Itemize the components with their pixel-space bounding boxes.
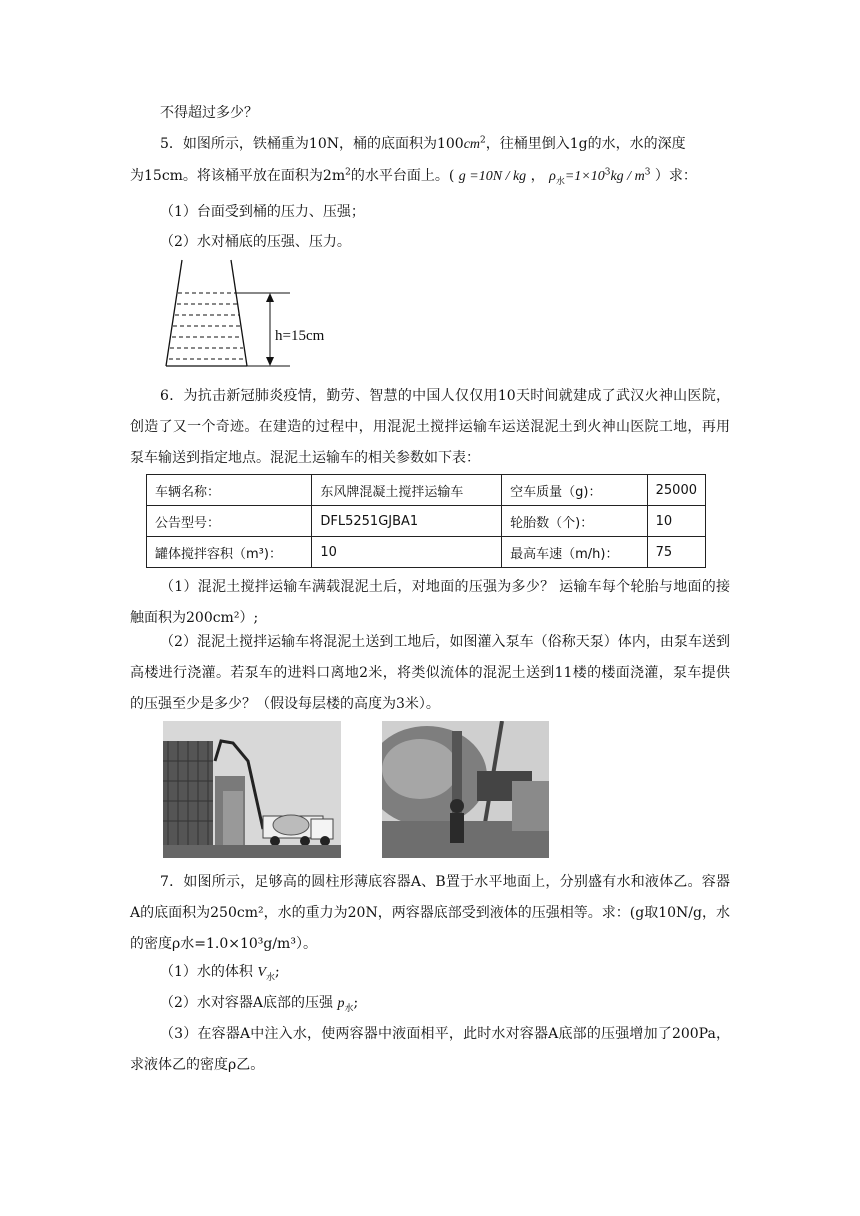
q6-paragraph: 6．为抗击新冠肺炎疫情，勤劳、智慧的中国人仅仅用10天时间就建成了武汉火神山医院，创造了又一个奇迹。在建造的过程中，用混泥土搅拌运输车运送混泥土到火神山医院工地，再用泵车输送到指定地点。混泥土运输车的相关参数如下表： bbox=[130, 388, 730, 466]
height-label: h=15cm bbox=[275, 328, 325, 344]
table-row bbox=[147, 506, 706, 537]
q5-line1-text: 5．如图所示，铁桶重为10N，桶的底面积为100 bbox=[160, 136, 464, 152]
q6-sub2: （2）混泥土搅拌运输车将混泥土送到工地后，如图灌入泵车（俗称天泵）体内，由泵车送到高楼进行浇灌。若泵车的进料口离地2米，将类似流体的混泥土送到11楼的楼面浇灌，泵车提供的压强至少是多少？（假设每层楼的高度为3米）。 bbox=[130, 634, 730, 712]
table-cell: 罐体搅拌容积（m³)： bbox=[147, 537, 312, 568]
water-lines bbox=[169, 293, 245, 359]
truck-params-table bbox=[146, 474, 706, 568]
bucket-figure bbox=[150, 258, 350, 378]
table-cell: 最高车速（m/h)： bbox=[502, 537, 648, 568]
table-cell: 车辆名称： bbox=[147, 475, 312, 506]
q5-rho-expr: =1×10 bbox=[564, 169, 605, 184]
q5-tail: ）求： bbox=[654, 168, 697, 184]
table-cell: DFL5251GJBA1 bbox=[312, 506, 502, 537]
q5-rho: ρ bbox=[549, 169, 556, 184]
q5-line2-rest: 的水平台面上。( bbox=[350, 168, 455, 184]
table-row bbox=[147, 475, 706, 506]
q7-sub1-text: （1）水的体积 bbox=[160, 964, 253, 980]
bucket-right-wall bbox=[231, 260, 247, 366]
table-cell: 10 bbox=[647, 506, 705, 537]
q5-g-expr: g =10N / kg bbox=[458, 169, 527, 184]
table-cell: 10 bbox=[312, 537, 502, 568]
q5-line1-rest: ，往桶里倒入1g的水，水的深度 bbox=[485, 136, 686, 152]
q6-sub1: （1）混泥土搅拌运输车满载混泥土后，对地面的压强为多少？ 运输车每个轮胎与地面的接触面积为200cm²）; bbox=[130, 579, 730, 626]
table-row bbox=[147, 537, 706, 568]
q5-sub2: （2）水对桶底的压强、压力。 bbox=[160, 234, 351, 250]
bucket-left-wall bbox=[166, 260, 182, 366]
pump-truck-photo bbox=[163, 721, 341, 858]
table-cell: 公告型号： bbox=[147, 506, 312, 537]
mixer-truck-image bbox=[382, 721, 549, 858]
q7-paragraph: 7．如图所示，足够高的圆柱形薄底容器A、B置于水平地面上，分别盛有水和液体乙。容器A的底面积为250cm²，水的重力为20N，两容器底部受到液体的压强相等。求：(g取10N/g，水的密度ρ水=1.0×10³g/m³）。 bbox=[130, 874, 730, 952]
q7-sub3: （3）在容器A中注入水，使两容器中液面相平，此时水对容器A底部的压强增加了200Pa，求液体乙的密度ρ乙。 bbox=[130, 1026, 730, 1073]
q7-sub2-text: （2）水对容器A底部的压强 bbox=[160, 995, 334, 1011]
mixer-truck-photo bbox=[382, 721, 549, 858]
q7-sub1-var: V bbox=[257, 965, 266, 980]
q5-line1: 5．如图所示，铁桶重为10N，桶的底面积为$100cm^2$，往桶里倒入1g的水，水的深度 bbox=[160, 135, 686, 152]
q5-line2: 为15cm。将该桶平放在面积为$2m^2$的水平台面上。( g =10N / kg ， $\rho_水=1\times 10^3kg / m^3$ ）求： bbox=[130, 167, 697, 187]
q5-line2-text: 为15cm。将该桶平放在面积为2m bbox=[130, 168, 346, 184]
table-cell: 25000 bbox=[647, 475, 705, 506]
q5-sub1: （1）台面受到桶的压力、压强； bbox=[160, 204, 365, 220]
table-cell: 轮胎数（个)： bbox=[502, 506, 648, 537]
intro-line: 不得超过多少？ bbox=[160, 105, 258, 121]
q7-sub2-post: ; bbox=[353, 995, 359, 1011]
q7-sub1 bbox=[160, 962, 280, 983]
arrow-up-icon bbox=[266, 293, 274, 302]
arrow-down-icon bbox=[266, 357, 274, 366]
q7-sub1-post: ; bbox=[274, 964, 280, 980]
q5-rho-unit: kg / m bbox=[610, 169, 645, 184]
q7-sub2-var: p bbox=[337, 996, 345, 1011]
q5-unit: cm bbox=[463, 137, 481, 152]
pump-truck-image bbox=[163, 721, 341, 858]
table-cell: 东风牌混凝土搅拌运输车 bbox=[312, 475, 502, 506]
q7-sub2-sub: 水 bbox=[344, 1003, 354, 1014]
q7-sub2 bbox=[160, 993, 358, 1014]
q5-rho-sub: 水 bbox=[555, 176, 565, 187]
q7-sub1-sub: 水 bbox=[265, 972, 275, 983]
table-cell: 75 bbox=[647, 537, 705, 568]
table-cell: 空车质量（g)： bbox=[502, 475, 648, 506]
